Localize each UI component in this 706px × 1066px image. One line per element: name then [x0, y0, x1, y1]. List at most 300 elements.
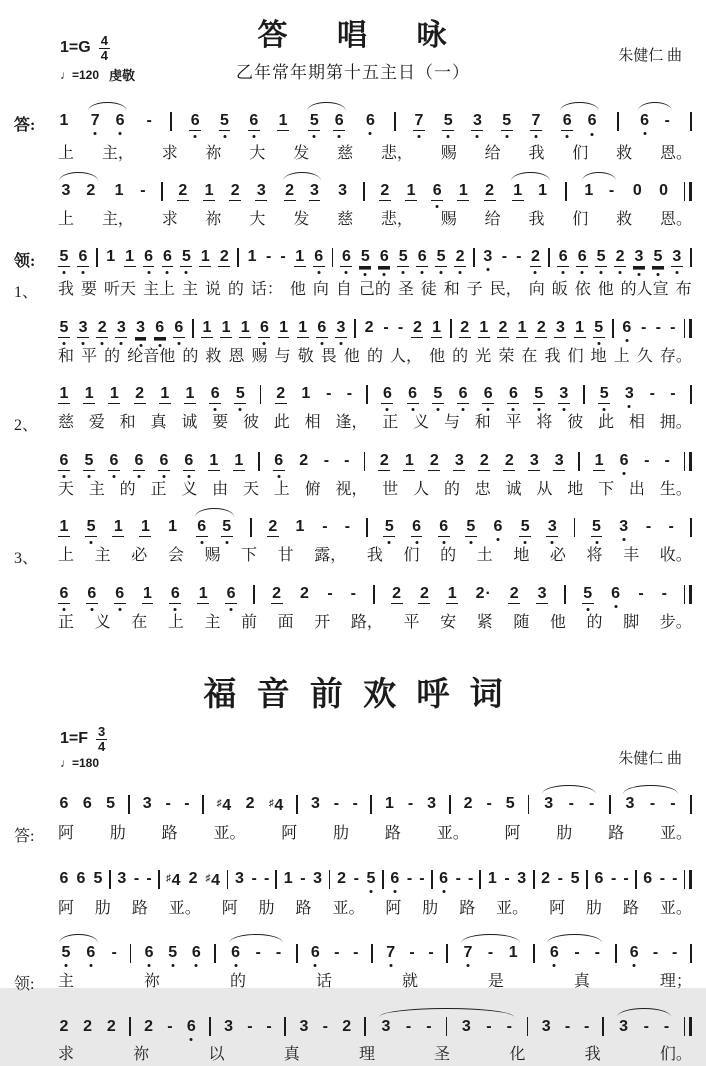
note: 3 [299, 1017, 309, 1035]
note-line-label: 答: [14, 117, 36, 134]
slur-arc [306, 111, 347, 131]
dash: - [322, 518, 328, 535]
note: 6 [144, 944, 154, 962]
note: 1 [204, 182, 214, 199]
note-tokens [58, 384, 692, 404]
note: 1 [301, 385, 311, 402]
note: 6 [417, 248, 427, 265]
song2-meter-numerator: 3 [98, 724, 106, 739]
note-row [14, 507, 692, 545]
note-row [14, 308, 692, 346]
lyric-syllable: 亚。 [659, 900, 692, 918]
dash: - [670, 795, 676, 813]
dash: - [344, 518, 351, 535]
note: 2 [429, 452, 439, 469]
lyric-syllable: 脚 [623, 614, 640, 631]
note: 5 [93, 870, 103, 888]
dash: - [610, 870, 617, 888]
note: 3 [461, 1017, 471, 1035]
lyric-syllable: 布 [675, 281, 692, 298]
lyrics [58, 971, 692, 993]
music-line [14, 933, 692, 994]
note: 2 [245, 795, 255, 813]
note: 1 [125, 248, 135, 265]
lyric-syllable: 祢 [143, 972, 160, 990]
lyric-syllable: 化 [509, 1046, 526, 1064]
dash: - [333, 795, 340, 813]
lyric-syllable: 世 [382, 481, 399, 498]
lyric-syllable: 理； [659, 972, 692, 990]
note: 5 [433, 385, 443, 402]
note: 1 [479, 319, 489, 336]
barline [612, 319, 614, 338]
lyric-syllable: 给 [484, 211, 501, 228]
lyric-syllable: 甘 [277, 547, 294, 564]
note: 2 [412, 319, 422, 336]
note: 1 [221, 319, 231, 336]
barline [533, 944, 535, 963]
note: 3 [256, 182, 266, 199]
note: 3 [541, 1017, 551, 1035]
lyric-syllable: 诚 [181, 414, 198, 431]
lyric-syllable: 求 [58, 1046, 75, 1064]
barline [128, 795, 130, 814]
lyric-syllable: 正 [58, 614, 75, 631]
barline [366, 518, 368, 537]
dash: - [323, 452, 330, 469]
barline [366, 385, 368, 404]
note: 6 [483, 385, 493, 402]
note: 6 [210, 385, 220, 402]
lyric-syllable: 圣 [397, 281, 414, 298]
song2-key-signature: 1=F [60, 730, 89, 748]
lyric-syllable: 平 [505, 414, 522, 431]
lyric-syllable: 主 [181, 281, 198, 298]
lyric-syllable: 与 [443, 414, 460, 431]
lyric-syllable: 会 [167, 547, 184, 564]
lyric-syllable: 徒 [420, 281, 437, 298]
song1-title: 答 唱 咏 [257, 19, 449, 52]
note: 1 [508, 944, 518, 962]
note: 1 [513, 182, 523, 199]
lyric-syllable: 相 [628, 414, 645, 431]
music-line [14, 441, 692, 501]
lyric-syllable: 开 [314, 614, 331, 631]
lyric-syllable: 上 [273, 481, 290, 498]
lyric-line-label: 3、 [14, 550, 39, 567]
dash: - [644, 452, 650, 469]
note: 6 [155, 319, 165, 336]
note: 5 [436, 248, 446, 265]
lyric-syllable: 皈 [551, 281, 568, 298]
dash: - [409, 944, 415, 962]
lyric-syllable: 他 [549, 614, 566, 631]
note: 2 [135, 385, 145, 402]
dash: - [588, 795, 595, 813]
lyric-syllable: 阿 [281, 825, 298, 843]
note: 3 [529, 452, 539, 469]
note: 2 [379, 452, 389, 469]
lyric-syllable: 主 [204, 614, 221, 631]
lyric-syllable: 赐 [204, 547, 221, 564]
note-row [14, 574, 692, 612]
note: 2 [285, 182, 294, 199]
lyric-syllable: 亚。 [659, 825, 692, 843]
music-line [14, 574, 692, 634]
note: 5 [583, 585, 593, 602]
lyric-syllable: 我 [366, 547, 383, 564]
lyric-row [14, 612, 692, 634]
lyric-syllable: 天 [242, 481, 259, 498]
note-tokens [58, 517, 692, 537]
note: 6 [412, 518, 421, 535]
dash: - [426, 1017, 432, 1035]
dash: - [672, 870, 678, 888]
lyric-syllable: 的 [104, 348, 121, 365]
note: 6 [558, 248, 568, 265]
note: 6 [549, 944, 559, 962]
dash: - [167, 1017, 173, 1035]
lyric-syllable: 路 [622, 900, 639, 918]
note: 6 [382, 385, 392, 402]
barline [158, 870, 160, 889]
song1-expression: 虔敬 [109, 68, 136, 84]
lyric-syllable: 肋 [94, 900, 111, 918]
lyric-syllable: 恩 [228, 348, 245, 365]
barline [373, 585, 375, 604]
lyric-syllable: 光 [475, 348, 492, 365]
lyric-syllable: 彼 [242, 414, 259, 431]
note: 1 [209, 452, 219, 469]
dash: - [652, 944, 659, 962]
dash: - [661, 585, 667, 602]
note-tokens [58, 451, 692, 471]
note-row [14, 374, 692, 412]
barline [258, 452, 260, 471]
song1-time-signature [99, 34, 110, 62]
barline [615, 944, 617, 963]
note: 6 [619, 452, 629, 469]
dash: - [263, 870, 270, 888]
note: 1 [202, 319, 212, 336]
barline [192, 319, 194, 338]
lyric-syllable: 丰 [623, 547, 640, 564]
note: 3 [336, 319, 346, 336]
note: 6 [170, 585, 180, 602]
barline [227, 870, 229, 889]
music-line [14, 101, 692, 165]
barline [578, 452, 580, 471]
dash: - [455, 870, 461, 888]
note: 2 [392, 585, 401, 602]
note: 3 [136, 319, 145, 336]
lyric-syllable: 亚。 [436, 825, 469, 843]
note-line-label [14, 384, 58, 385]
lyric-syllable: 紧 [476, 614, 493, 631]
lyric-syllable: 出 [628, 481, 645, 498]
note: 3 [310, 795, 320, 813]
note: 3 [117, 870, 127, 888]
note: 5 [592, 518, 601, 535]
lyric-syllable: 肋 [585, 900, 602, 918]
slur-arc [87, 111, 128, 130]
lyric-syllable: 义 [413, 414, 430, 431]
dash: - [280, 248, 286, 265]
lyric-syllable: 主 [94, 547, 111, 564]
dash: - [346, 385, 353, 402]
barline [329, 870, 331, 889]
note: 1 [295, 518, 305, 535]
note: 3 [78, 319, 88, 336]
lyric-syllable: 此 [273, 414, 290, 431]
lyric-syllable: 他 [429, 348, 446, 365]
lyric-syllable: 亚。 [496, 900, 529, 918]
barline [635, 870, 637, 889]
note-line-label [14, 943, 58, 944]
note: 6 [439, 518, 449, 535]
lyric-syllable: 理 [358, 1046, 375, 1064]
lyric-row [14, 346, 692, 368]
note: 6 [562, 112, 572, 129]
song2-header [14, 668, 692, 770]
barline [609, 795, 611, 814]
lyric-line-label: 2、 [14, 417, 39, 434]
note: 6 [115, 112, 125, 129]
note: 2 [144, 1017, 153, 1035]
lyric-syllable: 正 [382, 414, 399, 431]
lyric-syllable: 圣 [434, 1046, 451, 1064]
note-tokens [58, 1017, 692, 1037]
sharp-icon: ♯ [216, 798, 222, 810]
lyric-row [14, 209, 692, 231]
lyric-syllable: 面 [277, 614, 294, 631]
note: 6 [174, 319, 184, 336]
lyric-syllable: 从 [536, 481, 553, 498]
final-barline [684, 319, 692, 338]
note-tokens [58, 181, 692, 201]
note: 5 [534, 385, 544, 402]
song1-header [14, 10, 692, 83]
final-barline [684, 182, 692, 201]
lyric-syllable: 救 [205, 348, 222, 365]
lyric-syllable: 爱 [88, 414, 105, 431]
note-row [14, 784, 692, 823]
note-tokens [58, 794, 692, 815]
dash: - [568, 795, 574, 813]
song1-key-block [60, 34, 135, 84]
note: 1 [143, 585, 152, 602]
lyric-syllable: 路 [161, 825, 178, 843]
note: 6 [594, 870, 604, 888]
note: 1 [84, 385, 94, 402]
dash: - [649, 385, 655, 402]
lyric-syllable: 真 [150, 414, 167, 431]
barline [253, 585, 255, 604]
slur-arc [378, 1017, 515, 1037]
lyric-syllable: 悲， [380, 211, 413, 228]
dash: - [608, 182, 615, 199]
augmentation-dot: · [485, 585, 491, 602]
lyric-syllable: 救 [616, 145, 633, 162]
lyric-syllable: 的 [182, 348, 199, 365]
barline [690, 248, 692, 267]
lyric-syllable: 我 [544, 348, 561, 365]
song2-meter-denominator: 4 [98, 738, 106, 754]
barline [96, 248, 98, 267]
song1-subtitle: 乙年常年期第十五主日（一） [236, 63, 470, 82]
note: 6 [87, 585, 97, 602]
lyric-syllable: 与 [274, 348, 291, 365]
note: 6 [76, 870, 86, 888]
note: 6 [643, 870, 653, 888]
dash: - [584, 1017, 590, 1035]
note: 6 [314, 248, 324, 265]
note: 6 [190, 112, 200, 129]
note: 0 [659, 182, 668, 199]
song1-meter-denominator: 4 [100, 47, 108, 63]
note-line-label [14, 584, 58, 585]
lyric-syllable: 要 [80, 281, 97, 298]
barline [129, 1017, 131, 1036]
dash: - [623, 870, 629, 888]
note: 5 [220, 112, 229, 129]
lyric-syllable: 天 [58, 481, 75, 498]
note: 2 [86, 182, 96, 199]
note: 6 [197, 518, 207, 535]
lyric-syllable: 他 [343, 348, 360, 365]
note: 6 [379, 248, 389, 265]
dash: - [649, 795, 656, 813]
dash: - [140, 182, 146, 199]
note: 1 [404, 452, 414, 469]
lyric-syllable: 肋 [333, 825, 350, 843]
dash: - [334, 944, 340, 962]
dash: - [352, 795, 358, 813]
lyric-syllable: 主， [101, 145, 134, 162]
lyric-syllable: 就 [401, 972, 418, 990]
note: ♯4 [216, 797, 232, 815]
lyric-syllable: 的 [452, 348, 469, 365]
note: 6 [310, 944, 320, 962]
note: 5 [360, 248, 370, 265]
lyric-syllable: 求 [161, 145, 178, 162]
song1-music-lines [14, 101, 692, 634]
note: 6 [249, 112, 259, 129]
note: 5 [181, 248, 191, 265]
lyrics [58, 209, 692, 231]
dash: - [353, 870, 359, 888]
lyric-row [14, 279, 692, 302]
barline [564, 585, 566, 604]
note: 6 [390, 870, 400, 888]
lyrics [58, 612, 692, 634]
note: 5 [86, 518, 96, 535]
dash: - [643, 1017, 649, 1035]
note: 2 [498, 319, 508, 336]
slur-arc [510, 181, 551, 201]
note: 6 [144, 248, 153, 265]
note: 1 [517, 319, 527, 336]
note: 5 [520, 518, 530, 535]
lyric-syllable: 地 [513, 547, 530, 564]
note: 6 [191, 944, 201, 962]
note: 6 [86, 944, 96, 962]
note: 3 [537, 585, 547, 602]
lyric-line-label: 1、 [14, 284, 39, 301]
note: 1 [279, 319, 288, 336]
song2-music-lines [14, 784, 692, 1066]
note: 2 [455, 248, 465, 265]
lyric-syllable: 安 [440, 614, 457, 631]
note: 5 [61, 944, 71, 962]
note: 3 [625, 795, 635, 813]
barline [130, 944, 132, 963]
dash: - [574, 944, 580, 962]
note: 1 [295, 248, 305, 265]
note: 1 [447, 585, 457, 602]
note-line-label [14, 794, 58, 795]
note: 1 [584, 182, 594, 199]
lyric-syllable: 大 [249, 211, 266, 228]
dash: - [406, 870, 413, 888]
lyric-syllable: 的 [227, 281, 244, 298]
lyric-syllable: 和 [443, 281, 460, 298]
lyric-syllable: 民， [489, 281, 522, 298]
lyric-syllable: 土 [476, 547, 493, 564]
lyric-syllable: 恩。 [659, 145, 692, 162]
lyrics [58, 479, 692, 501]
dash: - [564, 1017, 571, 1035]
barline [284, 1017, 286, 1036]
lyric-syllable: 他 [597, 281, 614, 298]
barline [214, 944, 216, 963]
note: 3 [427, 795, 436, 813]
note: 6 [366, 112, 375, 129]
slur-arc [546, 943, 603, 962]
lyric-syllable: 路 [295, 900, 312, 918]
lyric-syllable: 肋 [258, 900, 275, 918]
music-line [14, 507, 692, 568]
lyric-syllable: 诚 [505, 481, 522, 498]
lyric-syllable: 悲， [380, 145, 413, 162]
note: 1 [406, 182, 416, 199]
note: 2 [479, 452, 489, 469]
lyric-row [14, 479, 692, 501]
dash: - [645, 518, 652, 535]
note: 6 [59, 452, 69, 469]
note: 7 [463, 944, 473, 962]
slur-arc [559, 111, 600, 131]
lyric-syllable: 平 [81, 348, 98, 365]
note: 3 [619, 518, 629, 535]
note: 1 [59, 518, 69, 535]
note: 1 [106, 248, 116, 265]
note: 6 [274, 452, 284, 469]
note: 5 [594, 319, 604, 336]
lyric-syllable: 路， [350, 614, 383, 631]
lyric-row [14, 823, 692, 846]
dash: - [664, 452, 670, 469]
song2-composer: 朱健仁 曲 [618, 751, 682, 768]
song2-key-block [60, 725, 180, 770]
final-barline [684, 452, 692, 471]
lyric-syllable: 在 [131, 614, 148, 631]
note: 6 [408, 385, 418, 402]
lyric-syllable: 大 [249, 145, 266, 162]
dash: - [486, 1017, 492, 1035]
dash: - [322, 1017, 328, 1035]
lyric-syllable: 慈 [337, 145, 354, 162]
